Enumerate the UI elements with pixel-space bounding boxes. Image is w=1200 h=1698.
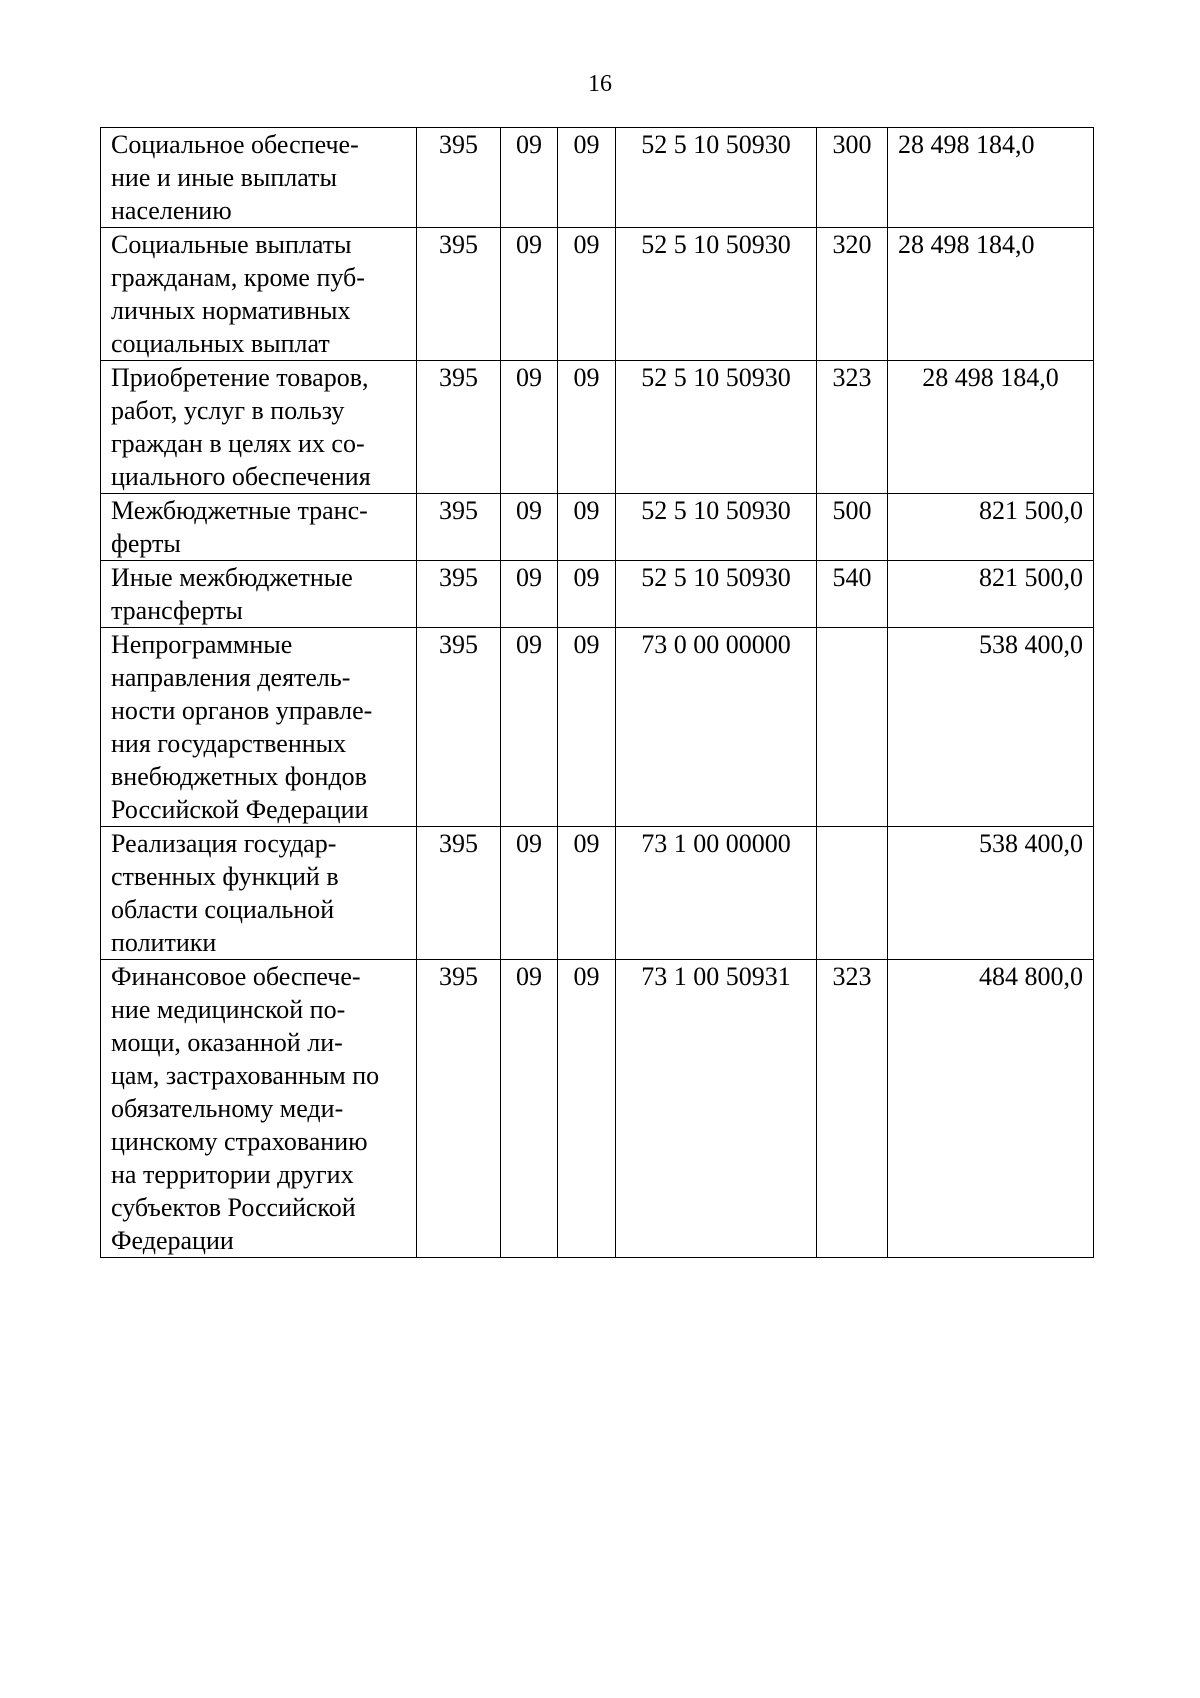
expense-name-line: ственных функций в <box>111 862 339 891</box>
table-row <box>101 128 1094 228</box>
subsection-code-cell: 09 <box>558 827 616 960</box>
expense-name-line: гражданам, кроме пуб- <box>111 263 365 292</box>
expense-name-line: ние и иные выплаты <box>111 163 337 192</box>
expense-type-cell: 540 <box>817 561 888 628</box>
expense-name-cell <box>101 960 417 1258</box>
expense-type-cell: 500 <box>817 494 888 561</box>
table-row <box>101 361 1094 494</box>
ministry-code-cell: 395 <box>417 128 501 228</box>
amount-cell: 821 500,0 <box>888 494 1094 561</box>
expense-name-line: Реализация государ- <box>111 829 337 858</box>
target-article-cell: 73 1 00 50931 <box>616 960 817 1258</box>
amount-cell: 538 400,0 <box>888 628 1094 827</box>
expense-name-line: циального обеспечения <box>111 462 371 491</box>
expense-name-cell <box>101 628 417 827</box>
ministry-code-cell: 395 <box>417 960 501 1258</box>
subsection-code-cell: 09 <box>558 128 616 228</box>
expense-type-cell: 323 <box>817 361 888 494</box>
expense-name-line: ности органов управле- <box>111 696 373 725</box>
expense-type-cell <box>817 827 888 960</box>
budget-table <box>100 127 1094 1258</box>
expense-name-line: Социальные выплаты <box>111 230 352 259</box>
subsection-code-cell: 09 <box>558 228 616 361</box>
expense-name-line: мощи, оказанной ли- <box>111 1028 343 1057</box>
table-row <box>101 960 1094 1258</box>
expense-name-line: ферты <box>111 529 181 558</box>
expense-name-cell <box>101 494 417 561</box>
target-article-cell: 52 5 10 50930 <box>616 561 817 628</box>
expense-name-line: политики <box>111 928 217 957</box>
table-row <box>101 561 1094 628</box>
expense-name-line: цам, застрахованным по <box>111 1061 380 1090</box>
ministry-code-cell: 395 <box>417 494 501 561</box>
amount-cell: 538 400,0 <box>888 827 1094 960</box>
section-code-cell: 09 <box>501 628 558 827</box>
budget-table-body <box>101 128 1094 1258</box>
expense-name-line: личных нормативных <box>111 296 351 325</box>
expense-name-line: внебюджетных фондов <box>111 762 367 791</box>
expense-name-cell <box>101 827 417 960</box>
expense-name-line: Непрограммные <box>111 630 293 659</box>
section-code-cell: 09 <box>501 960 558 1258</box>
expense-name-line: ния государственных <box>111 729 347 758</box>
expense-name-line: Социальное обеспече- <box>111 130 359 159</box>
expense-name-line: цинскому страхованию <box>111 1127 368 1156</box>
section-code-cell: 09 <box>501 827 558 960</box>
expense-type-cell <box>817 628 888 827</box>
expense-name-line: на территории других <box>111 1160 354 1189</box>
expense-name-line: Иные межбюджетные <box>111 563 353 592</box>
expense-name-line: области социальной <box>111 895 335 924</box>
expense-name-line: Приобретение товаров, <box>111 363 369 392</box>
table-row <box>101 494 1094 561</box>
section-code-cell: 09 <box>501 128 558 228</box>
target-article-cell: 52 5 10 50930 <box>616 361 817 494</box>
amount-cell: 28 498 184,0 <box>888 228 1094 361</box>
expense-name-cell <box>101 561 417 628</box>
table-row <box>101 827 1094 960</box>
amount-cell: 28 498 184,0 <box>888 128 1094 228</box>
expense-name-line: трансферты <box>111 596 243 625</box>
expense-name-line: граждан в целях их со- <box>111 429 365 458</box>
expense-name-line: ние медицинской по- <box>111 995 346 1024</box>
expense-type-cell: 300 <box>817 128 888 228</box>
page-number: 16 <box>588 71 612 97</box>
expense-name-line: обязательному меди- <box>111 1094 344 1123</box>
expense-name-line: Российской Федерации <box>111 795 369 824</box>
table-row <box>101 628 1094 827</box>
expense-name-cell <box>101 228 417 361</box>
target-article-cell: 52 5 10 50930 <box>616 494 817 561</box>
section-code-cell: 09 <box>501 494 558 561</box>
expense-name-line: Федерации <box>111 1226 234 1255</box>
ministry-code-cell: 395 <box>417 628 501 827</box>
expense-name-line: субъектов Российской <box>111 1193 356 1222</box>
expense-name-line: Межбюджетные транс- <box>111 496 368 525</box>
ministry-code-cell: 395 <box>417 361 501 494</box>
amount-cell: 28 498 184,0 <box>888 361 1094 494</box>
expense-name-line: Финансовое обеспече- <box>111 962 361 991</box>
amount-cell: 821 500,0 <box>888 561 1094 628</box>
section-code-cell: 09 <box>501 361 558 494</box>
expense-type-cell: 320 <box>817 228 888 361</box>
ministry-code-cell: 395 <box>417 827 501 960</box>
expense-name-line: населению <box>111 196 232 225</box>
target-article-cell: 52 5 10 50930 <box>616 128 817 228</box>
expense-name-cell <box>101 361 417 494</box>
expense-name-cell <box>101 128 417 228</box>
section-code-cell: 09 <box>501 228 558 361</box>
subsection-code-cell: 09 <box>558 361 616 494</box>
ministry-code-cell: 395 <box>417 228 501 361</box>
ministry-code-cell: 395 <box>417 561 501 628</box>
section-code-cell: 09 <box>501 561 558 628</box>
subsection-code-cell: 09 <box>558 494 616 561</box>
table-row <box>101 228 1094 361</box>
expense-type-cell: 323 <box>817 960 888 1258</box>
target-article-cell: 52 5 10 50930 <box>616 228 817 361</box>
amount-cell: 484 800,0 <box>888 960 1094 1258</box>
expense-name-line: работ, услуг в пользу <box>111 396 345 425</box>
subsection-code-cell: 09 <box>558 561 616 628</box>
expense-name-line: направления деятель- <box>111 663 351 692</box>
target-article-cell: 73 1 00 00000 <box>616 827 817 960</box>
target-article-cell: 73 0 00 00000 <box>616 628 817 827</box>
expense-name-line: социальных выплат <box>111 329 330 358</box>
subsection-code-cell: 09 <box>558 960 616 1258</box>
subsection-code-cell: 09 <box>558 628 616 827</box>
